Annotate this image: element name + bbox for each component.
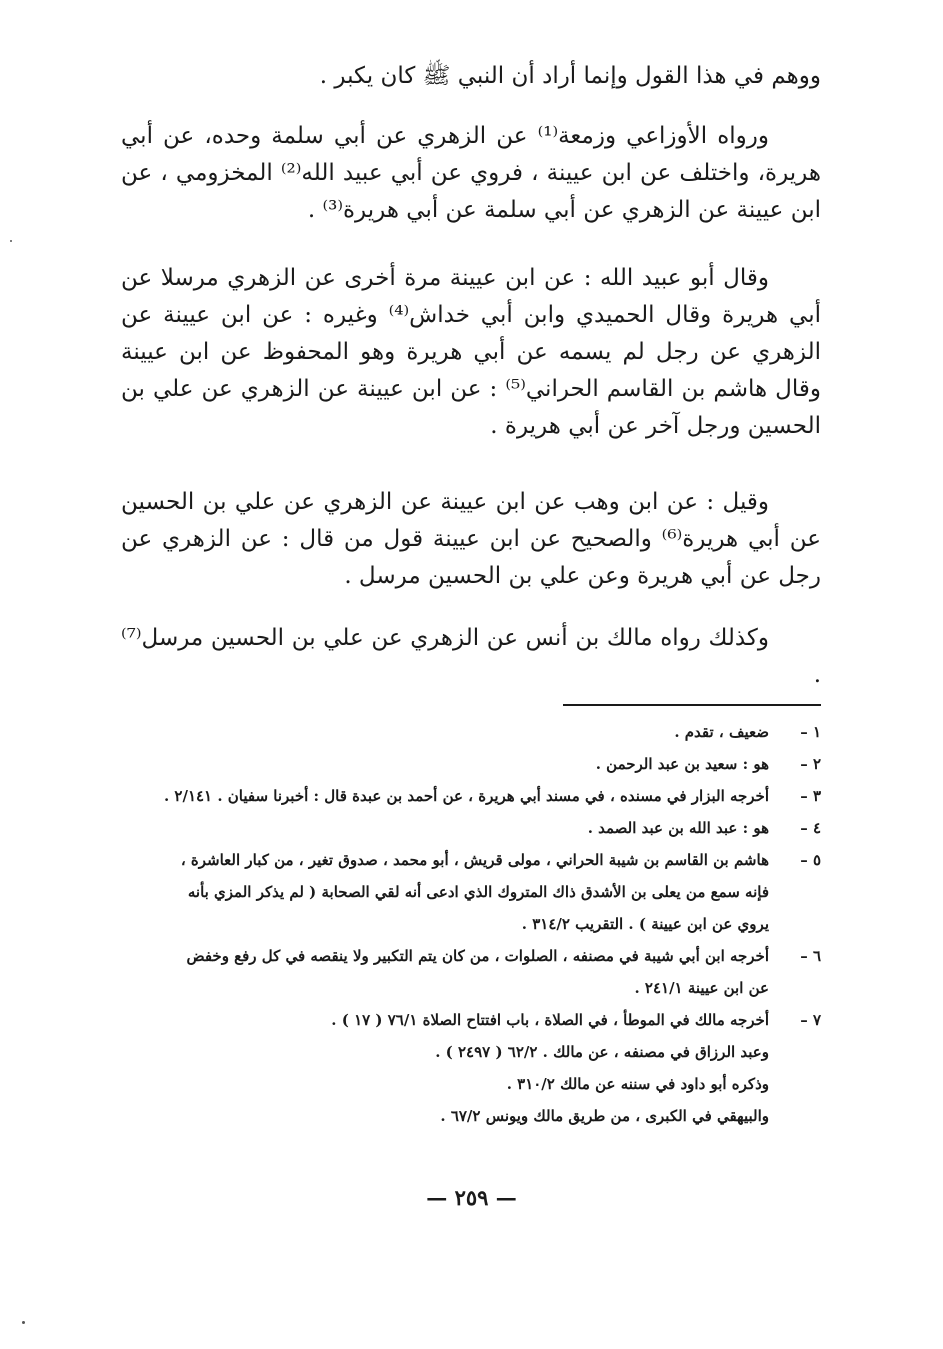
- footnote-line: هو : عبد الله بن عبد الصمد .: [587, 819, 769, 837]
- paragraph-text: وقيل : عن ابن وهب عن ابن عيينة عن الزهري عن علي بن الحسين عن أبي هريرة⁽⁶⁾ والصحيح عن ابن عيينة قول من قال : عن الزهري عن رجل عن أبي هريرة وعن علي بن الحسين مرسل .: [121, 489, 821, 589]
- footnote-text: [121, 780, 769, 812]
- footnote-text: [121, 716, 769, 748]
- footnote-number: ٦ –: [800, 947, 821, 965]
- footnote-line: يروي عن ابن عيينة ) . التقريب ٣١٤/٢ .: [521, 915, 769, 933]
- footnote-3: [121, 780, 821, 812]
- footnote-number: ٧ –: [800, 1011, 821, 1029]
- paragraph-text: ووهم في هذا القول وإنما أراد أن النبي ﷺ كان يكبر .: [319, 63, 821, 89]
- footnote-1: [121, 716, 821, 748]
- paragraph-1: [121, 58, 821, 95]
- footnote-2: [121, 748, 821, 780]
- footnote-line: أخرجه البزار في مسنده ، في مسند أبي هريرة ، عن أحمد بن عبدة قال : أخبرنا سفيان . ٢/١٤١ .: [163, 787, 769, 805]
- footnote-line: هاشم بن القاسم بن شيبة الحراني ، مولى قريش ، أبو محمد ، صدوق تغير ، من كبار العاشرة ،: [180, 851, 769, 869]
- scan-speck: [22, 1321, 25, 1324]
- footnote-line: والبيهقي في الكبرى ، من طريق مالك ويونس ٦٧/٢ .: [440, 1107, 769, 1125]
- footnote-line: أخرجه ابن أبي شيبة في مصنفه ، الصلوات ، من كان يتم التكبير ولا ينقصه في كل رفع وخفض: [186, 947, 769, 965]
- footnote-4: [121, 812, 821, 844]
- footnote-number: ٢ –: [800, 755, 821, 773]
- footnotes-section: [121, 716, 821, 1132]
- footnote-number: ٥ –: [800, 851, 821, 869]
- footnote-text: [121, 748, 769, 780]
- footnote-6: [121, 940, 821, 1004]
- paragraph-4: [121, 484, 821, 595]
- footnote-5: [121, 844, 821, 940]
- footnote-7: [121, 1004, 821, 1132]
- footnote-line: عن ابن عيينة ٢٤١/١ .: [634, 979, 769, 997]
- footnote-text: [121, 812, 769, 844]
- paragraph-text: ورواه الأوزاعي وزمعة⁽¹⁾ عن الزهري عن أبي سلمة وحده، عن أبي هريرة، واختلف عن ابن عيينة ، فروي عن أبي عبيد الله⁽²⁾ المخزومي ، عن ابن عيينة عن الزهري عن أبي سلمة عن أبي هريرة⁽³⁾ .: [121, 123, 822, 223]
- footnote-number: ٣ –: [800, 787, 821, 805]
- page-number: — ٢٥٩ —: [426, 1185, 517, 1210]
- footnote-line: هو : سعيد بن عبد الرحمن .: [595, 755, 769, 773]
- footnote-line: ضعيف ، تقدم .: [674, 723, 769, 741]
- footnote-line: وذكره أبو داود في سننه عن مالك ٣١٠/٢ .: [506, 1075, 769, 1093]
- paragraph-3: [121, 260, 821, 445]
- footnote-number: ١ –: [800, 723, 821, 741]
- footnote-line: فإنه سمع من يعلى بن الأشدق ذاك المتروك الذي ادعى أنه لقي الصحابة ( لم يذكر المزي بأنه: [187, 883, 769, 901]
- footnote-text: [121, 1004, 769, 1132]
- footnote-divider: [563, 704, 821, 706]
- paragraph-2: [121, 118, 821, 229]
- footnote-line: وعبد الرزاق في مصنفه ، عن مالك . ٦٢/٢ ( ٢٤٩٧ ) .: [435, 1043, 769, 1061]
- footnote-number: ٤ –: [800, 819, 821, 837]
- paragraph-text: وكذلك رواه مالك بن أنس عن الزهري عن علي بن الحسين مرسل⁽⁷⁾ .: [121, 625, 821, 688]
- footnote-text: [121, 844, 769, 940]
- footnote-line: أخرجه مالك في الموطأ ، في الصلاة ، باب افتتاح الصلاة ٧٦/١ ( ١٧ ) .: [331, 1011, 769, 1029]
- paragraph-text: وقال أبو عبيد الله : عن ابن عيينة مرة أخرى عن الزهري مرسلا عن أبي هريرة وقال الحميدي وابن أبي خداش⁽⁴⁾ وغيره : عن ابن عيينة عن الزهري عن رجل لم يسمه عن أبي هريرة وهو المحفوظ عن ابن عيينة وقال هاشم بن القاسم الحراني⁽⁵⁾ : عن ابن عيينة عن الزهري عن علي بن الحسين ورجل آخر عن أبي هريرة .: [121, 265, 821, 439]
- paragraph-5: [121, 620, 821, 694]
- footnote-text: [121, 940, 769, 1004]
- scan-speck: [10, 240, 12, 242]
